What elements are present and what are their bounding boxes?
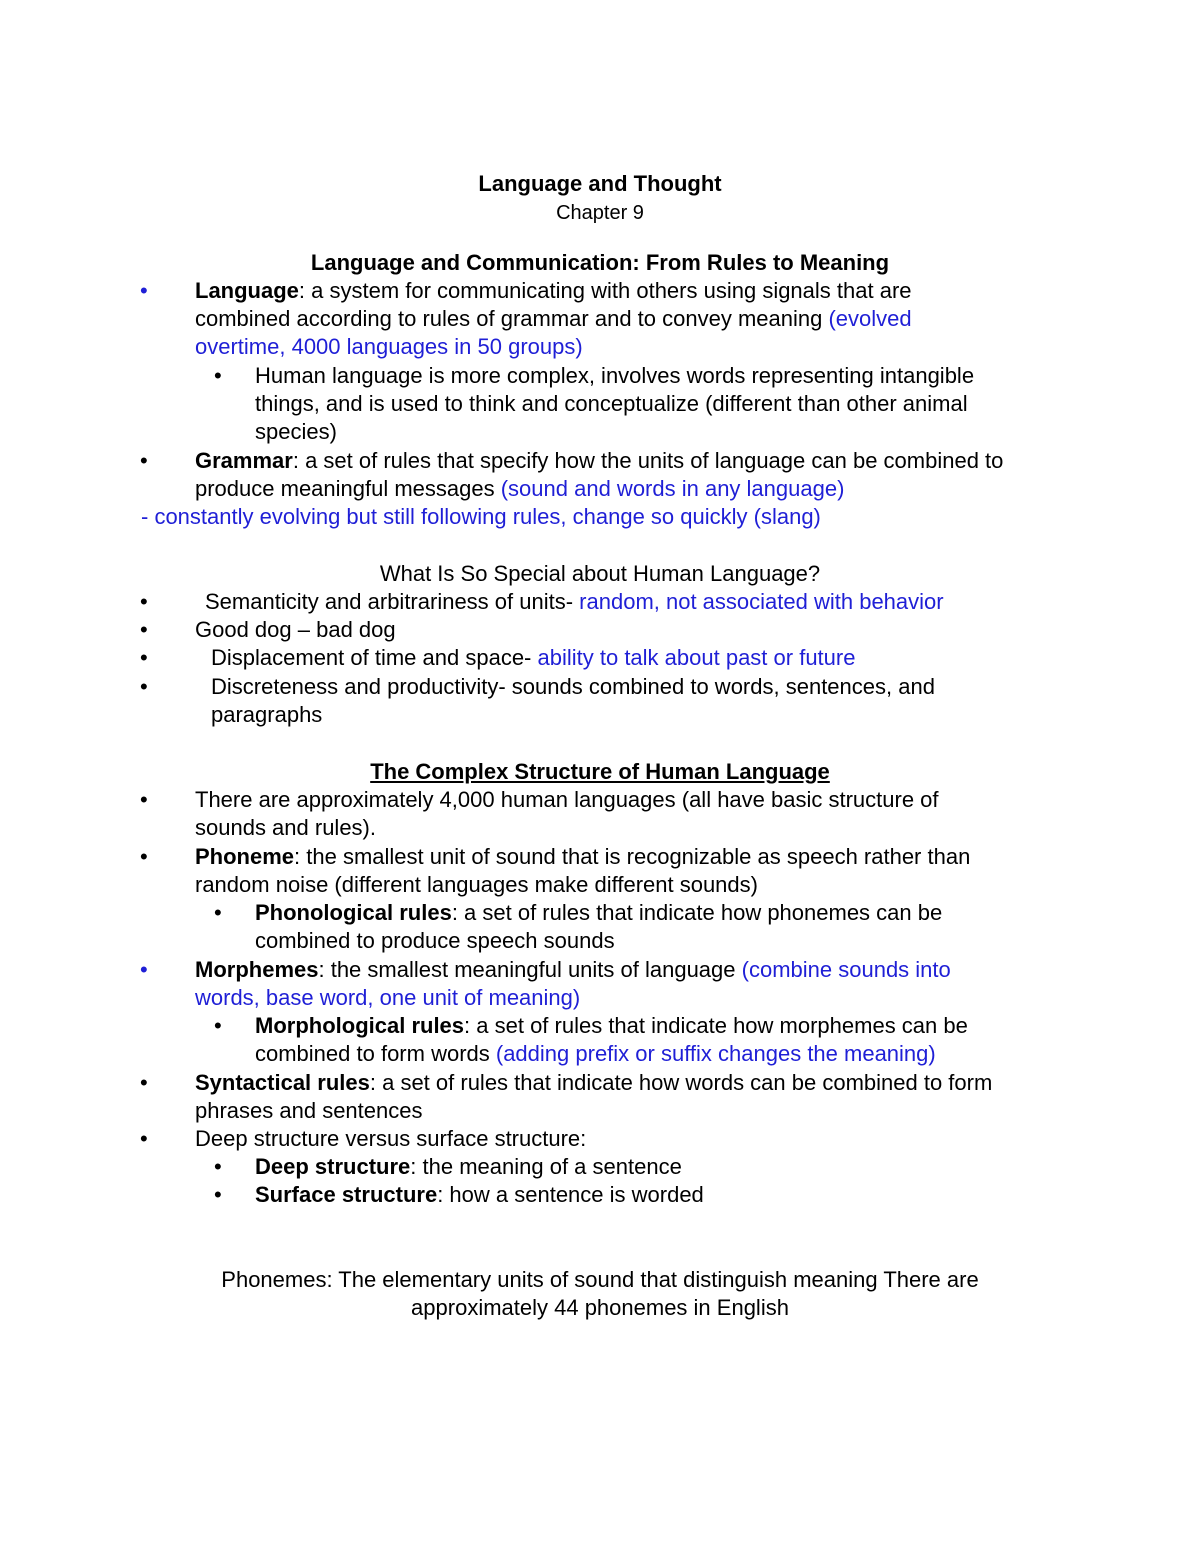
human-language-subpoint: Human language is more complex, involves words representing intangible	[255, 363, 975, 388]
language-note-line: overtime, 4000 languages in 50 groups)	[195, 334, 583, 359]
section-heading-communication: Language and Communication: From Rules to Meaning	[310, 250, 890, 275]
phonological-rules-line: combined to produce speech sounds	[255, 928, 615, 953]
special-item: Displacement of time and space- ability to talk about past or future	[211, 645, 856, 670]
term-grammar: Grammar	[195, 448, 293, 473]
bullet-icon: •	[140, 278, 148, 303]
page-title: Language and Thought	[478, 171, 722, 196]
term-deep-structure: Deep structure	[255, 1154, 411, 1179]
term-language: Language	[195, 278, 299, 303]
bullet-icon: •	[214, 900, 222, 925]
term-phonological-rules: Phonological rules	[255, 900, 452, 925]
bullet-icon: •	[140, 1126, 148, 1151]
bullet-icon: •	[140, 674, 148, 699]
bullet-icon: •	[140, 787, 148, 812]
phoneme-definition-line: random noise (different languages make different sounds)	[195, 872, 758, 897]
bullet-icon: •	[140, 957, 148, 982]
morphological-rules-line: Morphological rules: a set of rules that indicate how morphemes can be	[255, 1013, 968, 1038]
phoneme-definition-line: Phoneme: the smallest unit of sound that is recognizable as speech rather than	[195, 844, 971, 869]
phonemes-note: Phonemes: The elementary units of sound that distinguish meaning There are	[221, 1267, 979, 1292]
human-language-subpoint: species)	[255, 419, 337, 444]
bullet-icon: •	[140, 1070, 148, 1095]
chapter-label: Chapter 9	[556, 202, 644, 224]
special-item: Semanticity and arbitrariness of units- random, not associated with behavior	[205, 589, 944, 614]
bullet-icon: •	[140, 844, 148, 869]
bullet-icon: •	[214, 363, 222, 388]
special-item-continued: paragraphs	[211, 702, 323, 727]
human-language-subpoint: things, and is used to think and conceptualize (different than other animal	[255, 391, 968, 416]
deep-vs-surface-line: Deep structure versus surface structure:	[195, 1126, 587, 1151]
bullet-icon: •	[140, 645, 148, 670]
term-morphemes: Morphemes	[195, 957, 319, 982]
phonological-rules-line: Phonological rules: a set of rules that indicate how phonemes can be	[255, 900, 943, 925]
term-syntactical-rules: Syntactical rules	[195, 1070, 370, 1095]
bullet-icon: •	[214, 1154, 222, 1179]
syntactical-rules-line: Syntactical rules: a set of rules that indicate how words can be combined to form	[195, 1070, 993, 1095]
term-surface-structure: Surface structure	[255, 1182, 438, 1207]
grammar-definition-line: Grammar: a set of rules that specify how the units of language can be combined to	[195, 448, 1004, 473]
morpheme-note-line: words, base word, one unit of meaning)	[195, 985, 581, 1010]
term-phoneme: Phoneme	[195, 844, 295, 869]
bullet-icon: •	[140, 589, 148, 614]
phonemes-note: approximately 44 phonemes in English	[411, 1295, 789, 1320]
bullet-icon: •	[140, 448, 148, 473]
approx-languages-line: sounds and rules).	[195, 815, 376, 840]
language-definition-line: combined according to rules of grammar and to convey meaning (evolved	[195, 306, 912, 331]
bullet-icon: •	[214, 1182, 222, 1207]
bullet-icon: •	[214, 1013, 222, 1038]
bullet-icon: •	[140, 617, 148, 642]
section-heading-special: What Is So Special about Human Language?	[379, 561, 821, 586]
special-item: Good dog – bad dog	[195, 617, 396, 642]
language-definition-line: Language: a system for communicating with others using signals that are	[195, 278, 912, 303]
deep-structure-line: Deep structure: the meaning of a sentence	[255, 1154, 682, 1179]
morphological-rules-line: combined to form words (adding prefix or suffix changes the meaning)	[255, 1041, 936, 1066]
syntactical-rules-line: phrases and sentences	[195, 1098, 423, 1123]
term-morphological-rules: Morphological rules	[255, 1013, 465, 1038]
approx-languages-line: There are approximately 4,000 human languages (all have basic structure of	[195, 787, 939, 812]
morpheme-definition-line: Morphemes: the smallest meaningful units of language (combine sounds into	[195, 957, 951, 982]
surface-structure-line: Surface structure: how a sentence is worded	[255, 1182, 704, 1207]
grammar-definition-line: produce meaningful messages (sound and words in any language)	[195, 476, 845, 501]
special-item: Discreteness and productivity- sounds combined to words, sentences, and	[211, 674, 935, 699]
section-heading-structure: The Complex Structure of Human Language	[370, 759, 830, 784]
grammar-note-line: - constantly evolving but still following rules, change so quickly (slang)	[141, 504, 821, 529]
